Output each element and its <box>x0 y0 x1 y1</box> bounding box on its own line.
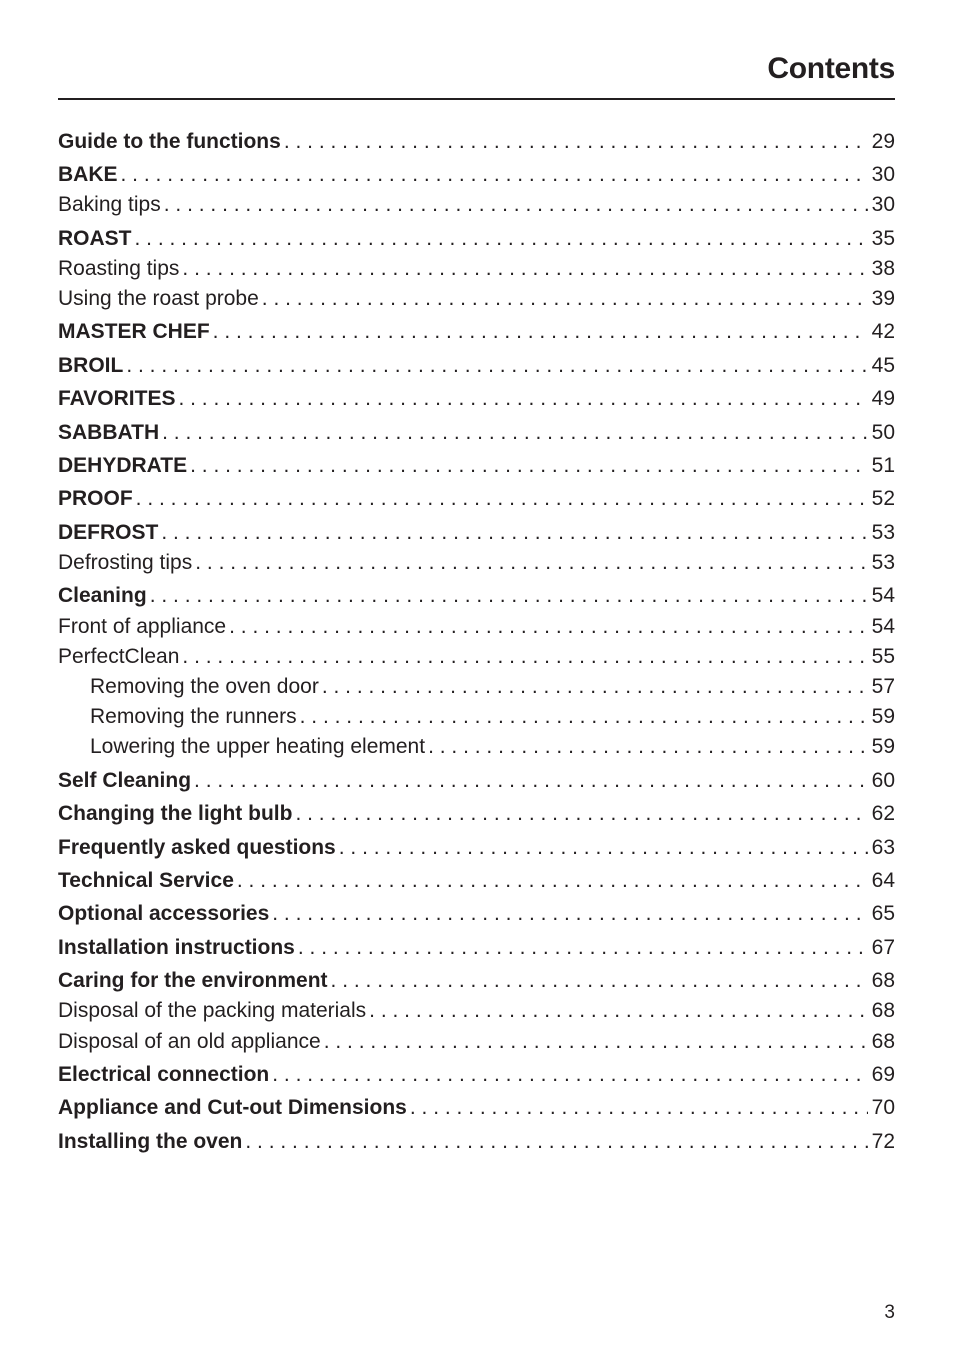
toc-entry-page: 54 <box>871 584 895 607</box>
toc-entry-label: Technical Service <box>58 869 234 892</box>
toc-entry-page: 62 <box>871 802 895 825</box>
toc-entry-page: 57 <box>871 675 895 698</box>
toc-dot-leader <box>300 702 868 732</box>
toc-entry-label: Removing the oven door <box>90 675 319 698</box>
toc-entry[interactable] <box>58 451 895 481</box>
toc-entry-label: Installing the oven <box>58 1130 243 1153</box>
toc-entry-page: 50 <box>871 421 895 444</box>
toc-entry-page: 68 <box>871 999 895 1022</box>
toc-entry-page: 29 <box>871 130 895 153</box>
toc-entry-label: Disposal of an old appliance <box>58 1030 321 1053</box>
toc-entry-page: 45 <box>871 354 895 377</box>
toc-entry-label: Changing the light bulb <box>58 802 293 825</box>
toc-entry-label: ROAST <box>58 227 132 250</box>
toc-entry-label: Optional accessories <box>58 902 270 925</box>
toc-entry[interactable] <box>58 799 895 829</box>
page-title: Contents <box>767 52 895 85</box>
toc-entry-page: 69 <box>871 1063 895 1086</box>
toc-entry-label: DEFROST <box>58 521 159 544</box>
toc-entry-page: 39 <box>871 287 895 310</box>
toc-entry[interactable] <box>58 1060 895 1090</box>
toc-entry-page: 38 <box>871 257 895 280</box>
toc-entry-page: 30 <box>871 193 895 216</box>
toc-entry-page: 42 <box>871 320 895 343</box>
toc-entry-page: 63 <box>871 836 895 859</box>
toc-dot-leader <box>136 484 868 514</box>
toc-entry[interactable] <box>90 732 895 762</box>
toc-dot-leader <box>126 351 868 381</box>
toc-dot-leader <box>190 451 868 481</box>
toc-entry-label: BAKE <box>58 163 118 186</box>
toc-dot-leader <box>178 384 868 414</box>
toc-entry[interactable] <box>58 1027 895 1057</box>
toc-entry[interactable] <box>58 996 895 1026</box>
toc-dot-leader <box>229 612 868 642</box>
toc-entry[interactable] <box>58 384 895 414</box>
toc-dot-leader <box>324 1027 868 1057</box>
toc-entry-page: 53 <box>871 551 895 574</box>
toc-entry-page: 35 <box>871 227 895 250</box>
toc-dot-leader <box>164 190 868 220</box>
toc-dot-leader <box>272 1060 868 1090</box>
toc-dot-leader <box>295 799 868 829</box>
toc-entry-page: 68 <box>871 1030 895 1053</box>
toc-entry-label: PerfectClean <box>58 645 180 668</box>
toc-entry-label: PROOF <box>58 487 133 510</box>
toc-dot-leader <box>194 766 868 796</box>
toc-entry[interactable] <box>58 518 895 548</box>
toc-entry-label: Baking tips <box>58 193 161 216</box>
toc-entry[interactable] <box>90 672 895 702</box>
toc-entry-page: 59 <box>871 705 895 728</box>
toc-dot-leader <box>428 732 868 762</box>
toc-dot-leader <box>162 418 868 448</box>
toc-entry-label: Electrical connection <box>58 1063 270 1086</box>
toc-dot-leader <box>213 317 868 347</box>
toc-entry-label: MASTER CHEF <box>58 320 210 343</box>
toc-dot-leader <box>410 1093 868 1123</box>
toc-entry-label: Roasting tips <box>58 257 180 280</box>
toc-dot-leader <box>369 996 868 1026</box>
toc-entry-label: Guide to the functions <box>58 130 281 153</box>
toc-dot-leader <box>245 1127 868 1157</box>
toc-entry[interactable] <box>58 160 895 190</box>
toc-entry[interactable] <box>58 766 895 796</box>
toc-dot-leader <box>150 581 868 611</box>
toc-entry-page: 51 <box>871 454 895 477</box>
toc-entry-page: 70 <box>871 1096 895 1119</box>
toc-entry[interactable] <box>90 702 895 732</box>
toc-entry-label: Cleaning <box>58 584 147 607</box>
toc-entry-page: 60 <box>871 769 895 792</box>
toc-entry-page: 68 <box>871 969 895 992</box>
toc-entry-label: DEHYDRATE <box>58 454 188 477</box>
toc-entry[interactable] <box>58 899 895 929</box>
toc-entry-label: Appliance and Cut-out Dimensions <box>58 1096 407 1119</box>
toc-dot-leader <box>135 224 869 254</box>
toc-entry-label: Front of appliance <box>58 615 227 638</box>
toc-entry[interactable] <box>58 866 895 896</box>
toc-dot-leader <box>284 127 868 157</box>
toc-entry-page: 54 <box>871 615 895 638</box>
toc-entry-label: SABBATH <box>58 421 160 444</box>
toc-dot-leader <box>272 899 868 929</box>
toc-entry-label: Defrosting tips <box>58 551 193 574</box>
toc-dot-leader <box>298 933 868 963</box>
toc-dot-leader <box>161 518 868 548</box>
toc-dot-leader <box>182 642 868 672</box>
toc-entry[interactable] <box>58 224 895 254</box>
toc-entry-label: Using the roast probe <box>58 287 259 310</box>
toc-entry-page: 67 <box>871 936 895 959</box>
toc-dot-leader <box>195 548 868 578</box>
toc-entry-label: Lowering the upper heating element <box>90 735 426 758</box>
toc-entry-page: 59 <box>871 735 895 758</box>
toc-entry[interactable] <box>58 642 895 672</box>
toc-entry-page: 49 <box>871 387 895 410</box>
toc-entry[interactable] <box>58 484 895 514</box>
toc-entry[interactable] <box>58 317 895 347</box>
toc-entry-label: Self Cleaning <box>58 769 192 792</box>
toc-entry-page: 64 <box>871 869 895 892</box>
toc-entry-label: Installation instructions <box>58 936 295 959</box>
toc-entry-page: 72 <box>871 1130 895 1153</box>
toc-entry[interactable] <box>58 190 895 220</box>
toc-entry[interactable] <box>58 833 895 863</box>
toc-dot-leader <box>322 672 868 702</box>
toc-dot-leader <box>262 284 868 314</box>
toc-dot-leader <box>339 833 868 863</box>
toc-entry-page: 30 <box>871 163 895 186</box>
toc-dot-leader <box>121 160 868 190</box>
toc-dot-leader <box>237 866 868 896</box>
page-header <box>58 50 895 100</box>
toc-entry-page: 65 <box>871 902 895 925</box>
toc-entry[interactable] <box>58 548 895 578</box>
toc-entry-label: Frequently asked questions <box>58 836 336 859</box>
toc-entry[interactable] <box>58 612 895 642</box>
toc-entry-label: BROIL <box>58 354 124 377</box>
toc-entry-label: Caring for the environment <box>58 969 328 992</box>
toc-entry-label: Disposal of the packing materials <box>58 999 367 1022</box>
toc-dot-leader <box>331 966 868 996</box>
toc-entry[interactable] <box>58 284 895 314</box>
toc-entry[interactable] <box>58 1127 895 1157</box>
page-number: 3 <box>884 1302 895 1323</box>
toc-entry[interactable] <box>58 933 895 963</box>
toc-dot-leader <box>182 254 868 284</box>
toc-entry-page: 52 <box>871 487 895 510</box>
toc-entry-page: 53 <box>871 521 895 544</box>
toc-entry[interactable] <box>58 127 895 157</box>
toc-entry[interactable] <box>58 581 895 611</box>
toc-entry[interactable] <box>58 418 895 448</box>
toc-entry[interactable] <box>58 1093 895 1123</box>
toc-entry-page: 55 <box>871 645 895 668</box>
toc-entry[interactable] <box>58 254 895 284</box>
toc-entry-label: Removing the runners <box>90 705 297 728</box>
toc-entry[interactable] <box>58 966 895 996</box>
toc-entry-label: FAVORITES <box>58 387 176 410</box>
toc-entry[interactable] <box>58 351 895 381</box>
